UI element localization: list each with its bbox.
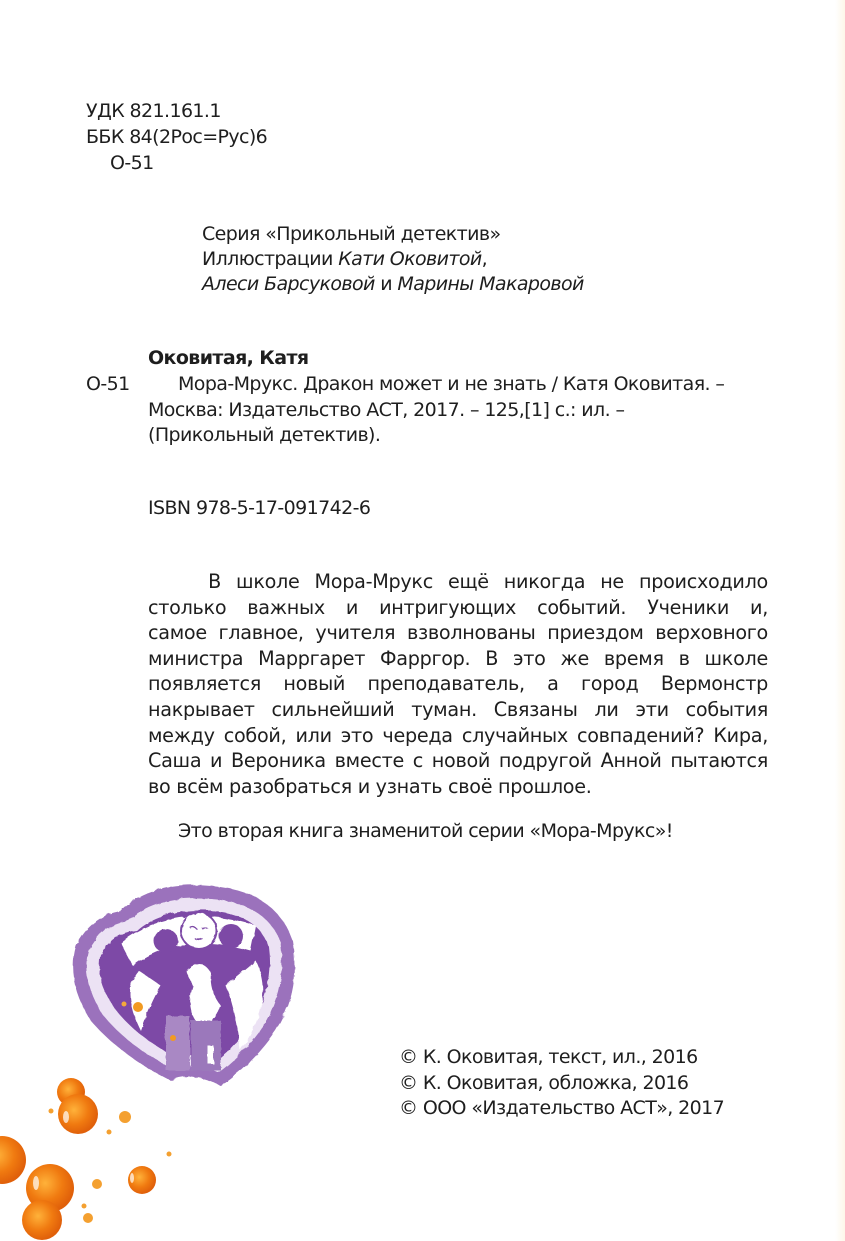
annotation-line: во всём разобраться и узнать своё прошлое. <box>148 774 592 798</box>
copyright-line: © К. Оковитая, обложка, 2016 <box>399 1072 689 1094</box>
shield-emblem-icon <box>60 880 300 1090</box>
annotation-line: появляется новый преподаватель, а город Вермонстр <box>148 672 768 696</box>
series-line: Серия «Прикольный детектив» <box>202 223 501 245</box>
bbk-code: ББК 84(2Рос=Рус)6 <box>86 126 268 148</box>
illustrations-and: и <box>374 273 398 295</box>
isbn: ISBN 978-5-17-091742-6 <box>148 497 371 519</box>
bibliographic-line-1: Мора-Мрукс. Дракон может и не знать / Катя Оковитая. – <box>178 373 725 395</box>
orange-drops-icon <box>0 1060 200 1241</box>
annotation-line: между собой, или это череда случайных совпадений? Кира, <box>148 723 768 747</box>
annotation-line: министра Марргарет Фарргор. В это же время в школе <box>148 646 768 670</box>
illustrations-comma: , <box>481 248 488 270</box>
illustrations-line <box>202 247 487 271</box>
bibliographic-line-3: (Прикольный детектив). <box>148 424 381 446</box>
annotation-line: В школе Мора-Мрукс ещё никогда не происходило <box>148 570 768 593</box>
illustrations-prefix: Иллюстрации <box>202 248 339 270</box>
author-code: О-51 <box>110 152 154 174</box>
annotation-line: самое главное, учителя взволнованы приездом верховного <box>148 621 768 645</box>
series-note: Это вторая книга знаменитой серии «Мора-Мрукс»! <box>178 820 673 842</box>
annotation-line: столько важных и интригующих событий. Ученики и, <box>148 595 768 619</box>
illustrator-1: Кати Оковитой <box>338 248 482 270</box>
copyright-line: © ООО «Издательство АСТ», 2017 <box>399 1097 725 1119</box>
annotation-line: накрывает сильнейший туман. Связаны ли эти события <box>148 697 768 721</box>
bibliographic-line-2: Москва: Издательство АСТ, 2017. – 125,[1] с.: ил. – <box>148 399 625 421</box>
illustrator-2: Алеси Барсуковой <box>202 273 375 295</box>
illustrator-3: Марины Макаровой <box>397 273 584 295</box>
page-edge-tint <box>835 0 845 1241</box>
illustrations-line-2 <box>202 272 584 296</box>
udk-code: УДК 821.161.1 <box>86 100 221 122</box>
entry-code: О-51 <box>86 373 130 395</box>
annotation-paragraph <box>148 569 768 799</box>
author-heading: Оковитая, Катя <box>148 347 309 369</box>
copyright-line: © К. Оковитая, текст, ил., 2016 <box>399 1046 698 1068</box>
annotation-line: Саша и Вероника вместе с новой подругой Анной пытаются <box>148 749 768 773</box>
